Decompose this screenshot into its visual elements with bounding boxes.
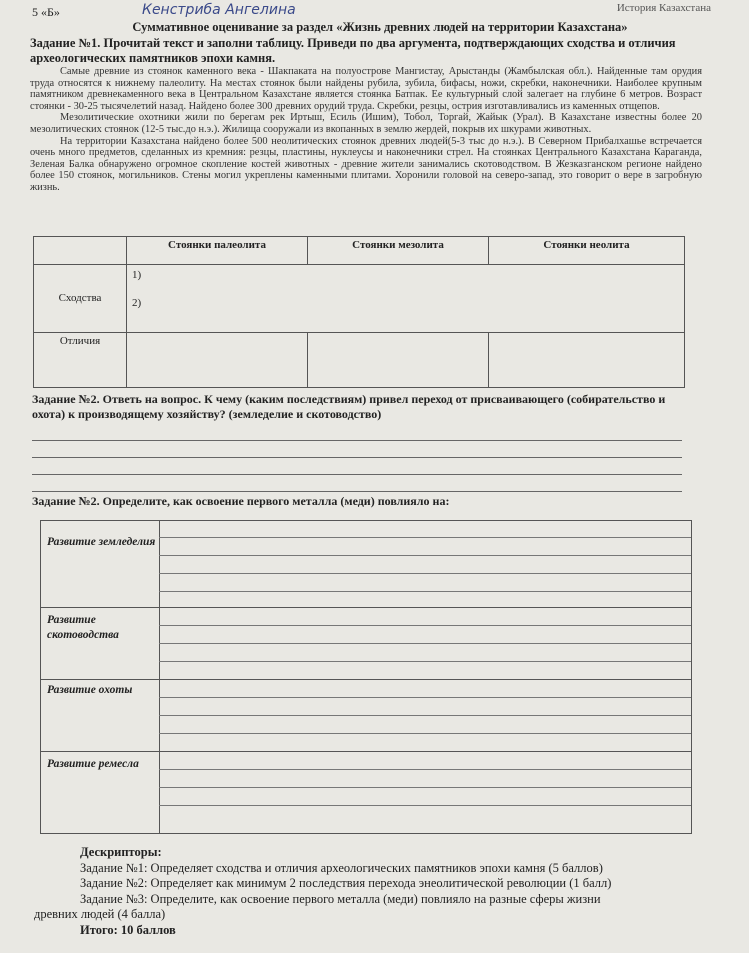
answer-line[interactable] [32, 491, 682, 492]
header-neolithic: Стоянки неолита [489, 237, 685, 265]
answer-line[interactable] [159, 625, 691, 626]
label-column [41, 521, 160, 833]
item-number-2: 2) [132, 297, 142, 310]
descriptors-heading: Дескрипторы: [80, 845, 162, 859]
comparison-table [33, 236, 685, 388]
similarities-label: Сходства [34, 265, 127, 333]
row-label-agriculture: Развитие земледелия [47, 536, 156, 548]
descriptor-task3: Задание №3: Определите, как освоение первого металла (меди) повлияло на разные сферы жизни [80, 891, 601, 906]
metal-impact-table [40, 520, 692, 834]
answer-line[interactable] [159, 697, 691, 698]
student-name-handwritten: Кенстриба Ангелина [142, 2, 296, 18]
row-divider [41, 679, 691, 680]
descriptors-block [34, 845, 694, 938]
answer-line[interactable] [159, 733, 691, 734]
task3-heading: Задание №2. Определите, как освоение первого металла (меди) повлияло на: [32, 494, 450, 508]
row-label-livestock: Развитие скотоводства [47, 614, 119, 641]
answer-line[interactable] [159, 769, 691, 770]
answer-line[interactable] [159, 715, 691, 716]
comparison-table-header-row [34, 237, 685, 265]
task1-heading: Задание №1. Прочитай текст и заполни таблицу. Приведи по два аргумента, подтверждающих сходства и отличия археологических памятников эпохи камня. [30, 36, 676, 65]
answer-line[interactable] [159, 661, 691, 662]
descriptor-task2: Задание №2: Определяет как минимум 2 последствия перехода энеолитической революции (1 балл) [80, 876, 612, 890]
row-divider [41, 751, 691, 752]
answer-line[interactable] [159, 555, 691, 556]
differences-paleolithic-cell[interactable] [127, 332, 308, 387]
header-mesolithic: Стоянки мезолита [308, 237, 489, 265]
similarities-answer-cell[interactable] [127, 265, 685, 333]
subject-label: История Казахстана [616, 2, 711, 14]
total-score: Итого: 10 баллов [80, 922, 176, 937]
differences-label: Отличия [34, 332, 127, 387]
differences-row [34, 332, 685, 387]
differences-neolithic-cell[interactable] [489, 332, 685, 387]
answer-line[interactable] [159, 573, 691, 574]
differences-mesolithic-cell[interactable] [308, 332, 489, 387]
task2-heading: Задание №2. Ответь на вопрос. К чему (каким последствиям) привел переход от присваивающего (собирательство и охота) к производящему хозяйству? (земледелие и скотоводство) [32, 392, 666, 421]
row-divider [41, 607, 691, 608]
header-empty-cell [34, 237, 127, 265]
descriptor-task1: Задание №1: Определяет сходства и отличия археологических памятников эпохи камня (5 баллов) [80, 860, 603, 875]
passage-paragraph-neolithic: На территории Казахстана найдено более 500 неолитических стоянок древних людей(5-3 тыс до н.э.). В Северном Прибалхашье встречается очень много предметов, сделанных из кремния: резцы, пластины, нуклеусы и наконечники стрел. На стоянках Центрального Казахстана Караганда, Зеленая Балка обнаружено огромное скопление костей животных - древние жители занимались скотоводством. В Жезказганском регионе найдено более 150 стоянок, могильников. Стены могил укреплены каменными плитами. Хоронили головой на северо-запад, это говорит о вере в загробную жизнь. [30, 135, 702, 193]
reading-passage [30, 66, 702, 194]
item-number-1: 1) [132, 269, 142, 282]
answer-line[interactable] [159, 805, 691, 806]
answer-line[interactable] [32, 457, 682, 458]
answer-line[interactable] [159, 787, 691, 788]
answer-line[interactable] [159, 537, 691, 538]
row-label-hunting: Развитие охоты [47, 684, 133, 696]
similarities-row [34, 265, 685, 333]
row-label-crafts: Развитие ремесла [47, 758, 139, 770]
header-strip [22, 2, 741, 20]
passage-paragraph-paleolithic: Самые древние из стоянок каменного века - Шакпаката на полуострове Мангистау, Арыстанды (Жамбылская обл.). Найденные там орудия труда относятся к нижнему палеолиту. На местах стоянок были найдены рубила, зубила, бифасы, ножи, скребки, наконечники. Наиболее крупным памятником древнекаменного века в Центральном Казахстане является стоянка Батпак. Ее культурный слой залегает на глубине 6 метров. Возраст стоянки - 30-25 тысячелетий назад. Найдено более 300 древних орудий труда. Скребки, резцы, острия изготавливались из каменных отщепов. [30, 66, 702, 112]
page-title: Суммативное оценивание за раздел «Жизнь древних людей на территории Казахстана» [132, 20, 628, 34]
descriptor-task3-cont: древних людей (4 балла) [34, 907, 166, 921]
answer-line[interactable] [159, 643, 691, 644]
passage-paragraph-mesolithic: Мезолитические охотники жили по берегам рек Иртыш, Есиль (Ишим), Тобол, Торгай, Жайык (Урал). В Казахстане известны более 20 мезолитических стоянок (12-5 тыс.до н.э.). Жилища сооружали из вкопанных в землю жердей, покрыв их шкурами животных. [30, 112, 702, 135]
answer-line[interactable] [32, 440, 682, 441]
answer-line[interactable] [32, 474, 682, 475]
header-paleolithic: Стоянки палеолита [127, 237, 308, 265]
class-label: 5 «Б» [32, 5, 60, 19]
answer-line[interactable] [159, 591, 691, 592]
